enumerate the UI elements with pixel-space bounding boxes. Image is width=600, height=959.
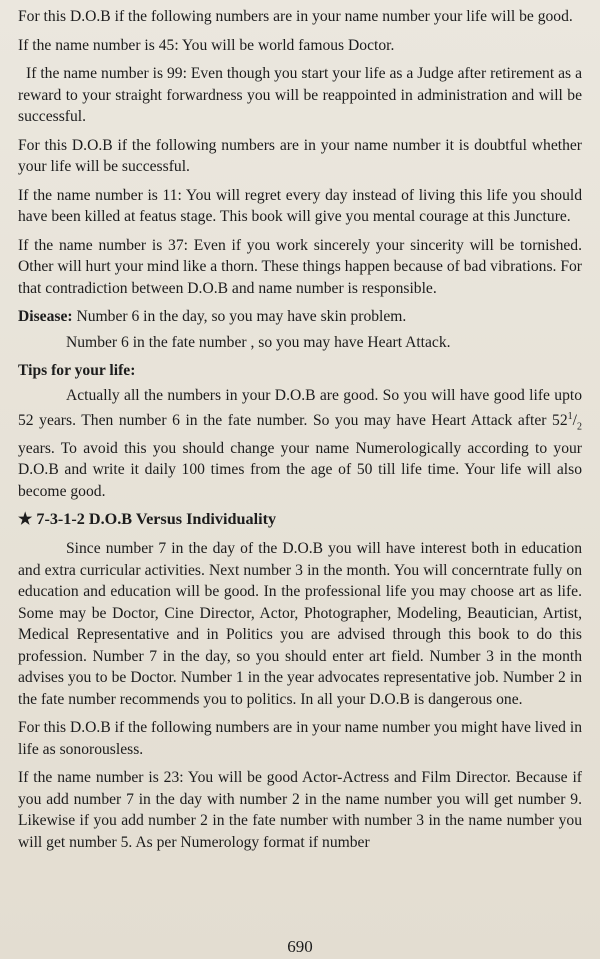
tips-fraction-sub: 2 <box>577 421 582 433</box>
tips-text-1: Actually all the numbers in your D.O.B are good. So you will have good life upto 52 years. Then number 6 in the fate number. So you may have Heart Attack after 52 <box>18 386 582 430</box>
paragraph-name-number-99: If the name number is 99: Even though you start your life as a Judge after retirement as a reward to your straight forwardness you will be reappointed in administration and will be successful. <box>18 65 582 125</box>
paragraph-good-numbers: For this D.O.B if the following numbers are in your name number your life will be good. <box>18 8 573 25</box>
paragraph-name-number-11: If the name number is 11: You will regret every day instead of living this life you should have been killed at featus stage. This book will give you mental courage at this Juncture. <box>18 186 582 225</box>
tips-text-2: years. To avoid this you should change your name Numerologically according to your D.O.B and write it daily 100 times from the age of 50 till life time. Your life will also become good. <box>18 439 582 500</box>
paragraph-tips <box>18 385 582 503</box>
page-number: 690 <box>287 937 313 956</box>
paragraph-disease <box>18 306 582 328</box>
tips-fraction-slash: / <box>572 412 577 430</box>
paragraph-name-number-37: If the name number is 37: Even if you work sincerely your sincerity will be tornished. Other will hurt your mind like a thorn. These things happen because of bad vibrations. For that contradiction between D.O.B and name number is responsible. <box>18 236 583 297</box>
section-heading <box>18 509 582 530</box>
tips-fraction-sup: 1 <box>567 411 573 422</box>
paragraph-sonorousless: For this D.O.B if the following numbers are in your name number you might have lived in life as sonorousless. <box>18 719 582 758</box>
paragraph-disease-fate: Number 6 in the fate number , so you may have Heart Attack. <box>66 333 451 351</box>
paragraph-name-number-23: If the name number is 23: You will be good Actor-Actress and Film Director. Because if you add number 7 in the day with number 2 in the name number you will get number 9. Likewise if you add number 2 in the fate number with number 3 in the name number you will get number 5. As per Numerology format if number <box>18 769 582 851</box>
disease-text: Number 6 in the day, so you may have skin problem. <box>72 308 407 325</box>
paragraph-doubtful-numbers: For this D.O.B if the following numbers are in your name number it is doubtful whether your life will be successful. <box>18 136 582 175</box>
section-heading-text: 7-3-1-2 D.O.B Versus Individuality <box>36 510 277 529</box>
disease-label: Disease: <box>18 308 73 325</box>
tips-heading: Tips for your life: <box>18 362 136 379</box>
paragraph-name-number-45: If the name number is 45: You will be world famous Doctor. <box>18 36 395 54</box>
star-icon: ★ <box>18 511 33 529</box>
paragraph-individuality: Since number 7 in the day of the D.O.B you will have interest both in education and extra curricular activities. Next number 3 in the month. You will concerntrate fully on education and education will be good. In the professional life you may choose art as life. Some may be Doctor, Cine Director, Actor, Photographer, Modeling, Beautician, Artist, Medical Representative and in Politics you are advised through this book to do this profession. Number 7 in the day, so you should enter art field. Number 3 in the month advises you to be Doctor. Number 1 in the year advocates representative job. Number 2 in the fate number recommends you to politics. In all your D.O.B is dangerous one. <box>18 540 582 708</box>
